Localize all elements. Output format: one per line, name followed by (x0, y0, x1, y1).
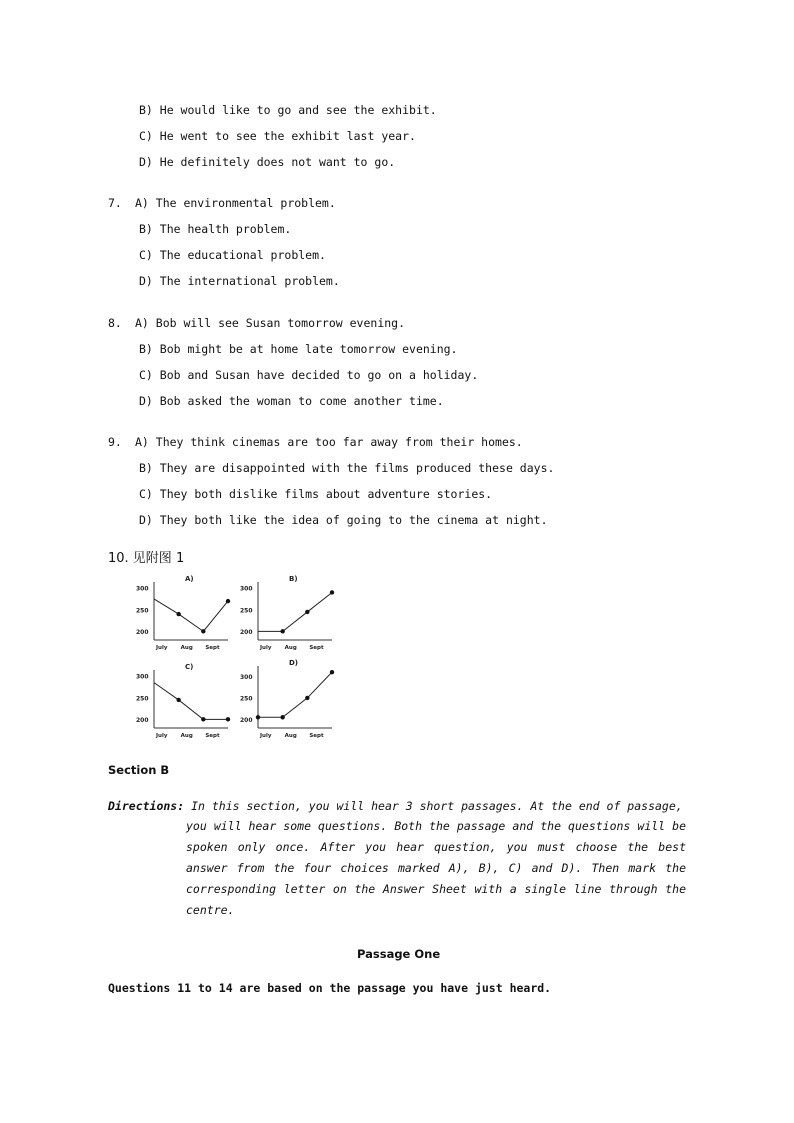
y-tick-label: 250 (136, 607, 149, 615)
series-line (154, 683, 228, 720)
passage-title: Passage One (357, 947, 441, 961)
data-point (226, 599, 230, 603)
data-point (201, 717, 205, 721)
chart-title: D) (289, 659, 299, 667)
x-tick-label: Sept (205, 733, 220, 739)
x-tick-label: Aug (180, 733, 193, 739)
q9-option-c: C) They both dislike films about adventure stories. (139, 487, 493, 501)
data-point (280, 715, 284, 719)
data-point (305, 696, 309, 700)
x-tick-label: Aug (180, 645, 193, 651)
q6-option-c: C) He went to see the exhibit last year. (139, 129, 416, 143)
x-tick-label: July (260, 733, 272, 739)
data-point (330, 590, 334, 594)
q7-option-d: D) The international problem. (139, 274, 340, 288)
data-point (330, 670, 334, 674)
y-tick-label: 200 (136, 716, 149, 724)
chart-b-svg (240, 572, 340, 654)
q6-option-d: D) He definitely does not want to go. (139, 155, 396, 169)
q8-option-c: C) Bob and Susan have decided to go on a holiday. (139, 368, 479, 382)
q8-option-a: A) Bob will see Susan tomorrow evening. (135, 316, 406, 330)
q9-number: 9. (108, 435, 122, 449)
q9-option-b: B) They are disappointed with the films produced these days. (139, 461, 555, 475)
x-tick-label: Sept (205, 645, 220, 651)
x-tick-label: Sept (309, 645, 324, 651)
data-point (280, 629, 284, 633)
y-tick-label: 250 (240, 695, 253, 703)
q8-number: 8. (108, 316, 122, 330)
x-tick-label: Aug (284, 733, 297, 739)
questions-intro: Questions 11 to 14 are based on the passage you have just heard. (108, 981, 552, 995)
chart-c (136, 660, 236, 746)
y-tick-label: 300 (136, 585, 149, 593)
chart-title: C) (185, 663, 194, 671)
directions-first: In this section, you will hear 3 short passages. At the end of passage, (191, 799, 683, 813)
x-tick-label: July (156, 733, 168, 739)
y-tick-label: 300 (240, 673, 253, 681)
x-tick-label: Sept (309, 733, 324, 739)
y-tick-label: 300 (240, 585, 253, 593)
q8-option-b: B) Bob might be at home late tomorrow evening. (139, 342, 458, 356)
data-point (305, 610, 309, 614)
q6-option-b: B) He would like to go and see the exhibit. (139, 103, 437, 117)
data-point (226, 717, 230, 721)
chart-b (240, 572, 340, 658)
series-line (154, 599, 228, 631)
y-tick-label: 250 (240, 607, 253, 615)
directions-first-line (108, 799, 683, 813)
chart-d (240, 656, 340, 746)
data-point (201, 629, 205, 633)
q9-option-d: D) They both like the idea of going to the cinema at night. (139, 513, 548, 527)
chart-c-svg (136, 660, 236, 742)
y-tick-label: 300 (136, 673, 149, 681)
y-tick-label: 250 (136, 695, 149, 703)
y-tick-label: 200 (240, 716, 253, 724)
chart-title: B) (289, 575, 298, 583)
chart-d-svg (240, 656, 340, 742)
chart-title: A) (185, 575, 194, 583)
chart-a (136, 572, 236, 658)
directions-body: you will hear some questions. Both the passage and the questions will be spoken only once. After you hear question, you must choose the best answer from the four choices marked A), B), C) and D). Then mark the corresponding letter on the Answer Sheet with a single line through the centre. (186, 819, 686, 917)
x-tick-label: July (260, 645, 272, 651)
data-point (256, 715, 260, 719)
q9-option-a: A) They think cinemas are too far away from their homes. (135, 435, 523, 449)
q7-number: 7. (108, 196, 122, 210)
q8-option-d: D) Bob asked the woman to come another time. (139, 394, 444, 408)
data-point (176, 698, 180, 702)
series-line (258, 592, 332, 631)
directions-label: Directions: (108, 799, 185, 813)
q7-option-a: A) The environmental problem. (135, 196, 336, 210)
series-line (258, 672, 332, 717)
x-tick-label: Aug (284, 645, 297, 651)
q10-label: 10. 见附图 1 (108, 551, 185, 566)
y-tick-label: 200 (136, 628, 149, 636)
data-point (176, 612, 180, 616)
x-tick-label: July (156, 645, 168, 651)
chart-a-svg (136, 572, 236, 654)
y-tick-label: 200 (240, 628, 253, 636)
q7-option-c: C) The educational problem. (139, 248, 326, 262)
section-b-heading: Section B (108, 763, 170, 777)
q7-option-b: B) The health problem. (139, 222, 292, 236)
